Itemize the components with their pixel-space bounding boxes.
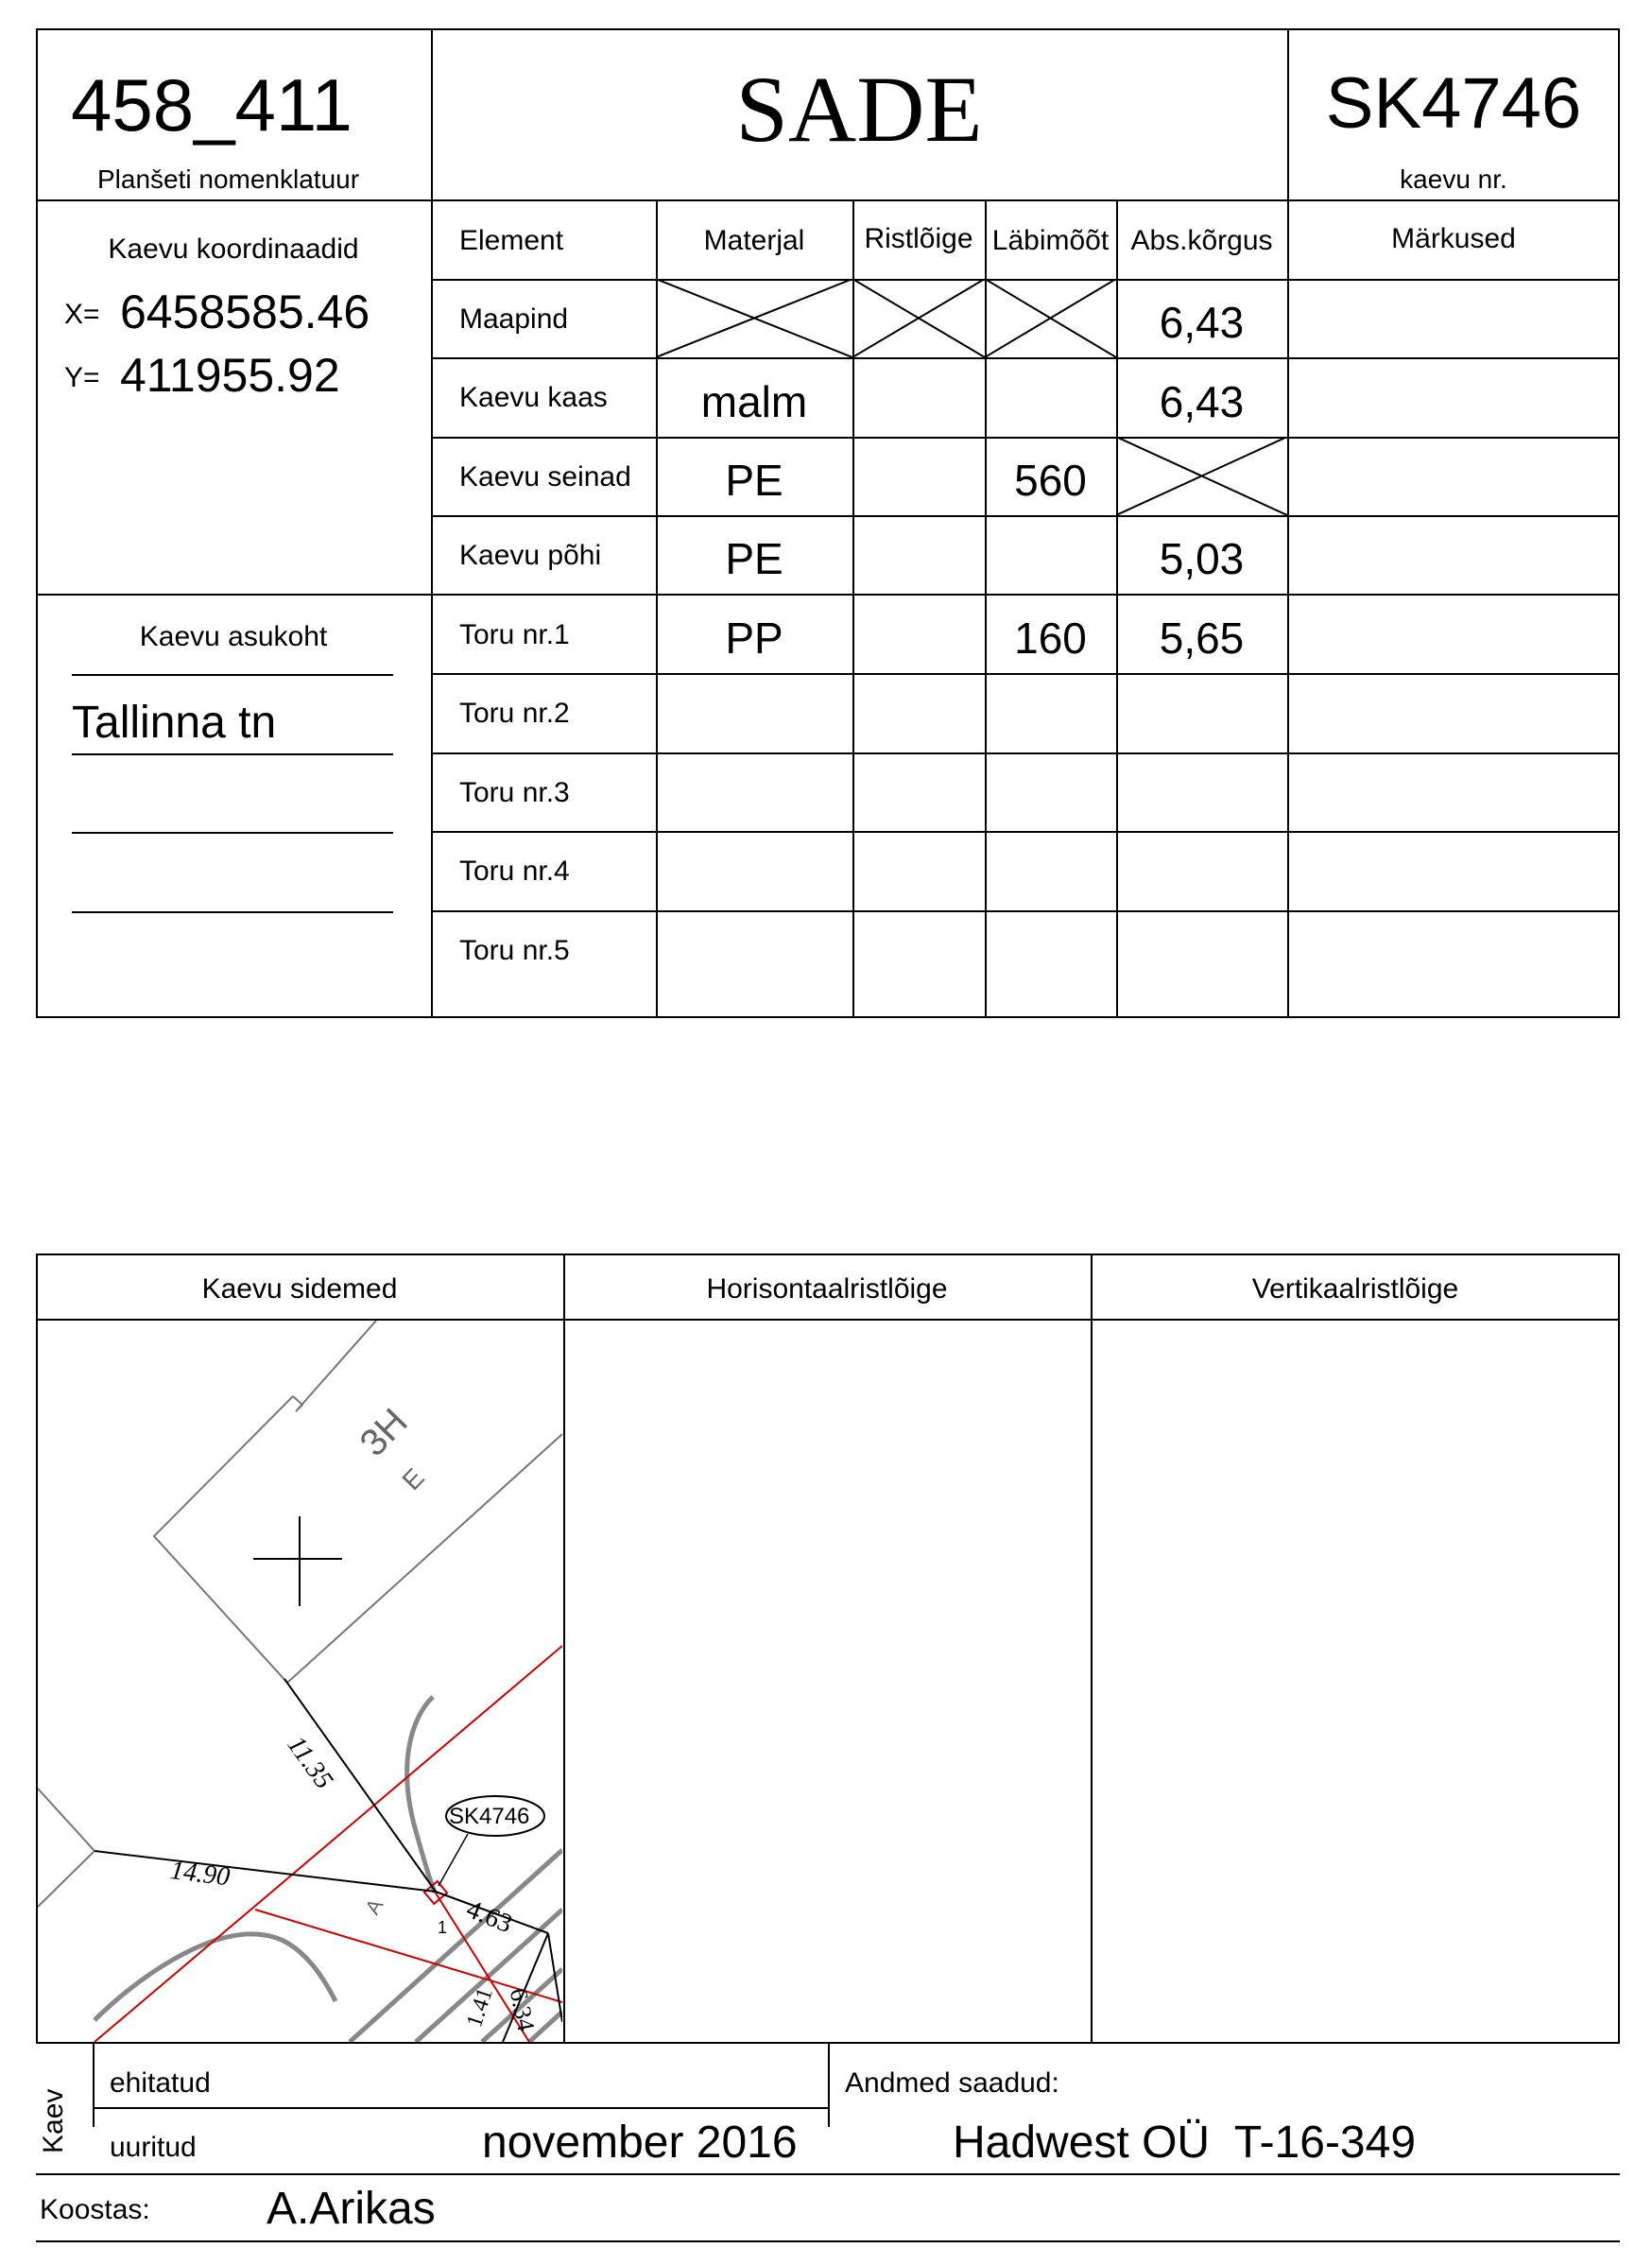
survey-date: november 2016: [482, 2118, 798, 2168]
y-value: 411955.92: [120, 349, 340, 402]
footer-side-divider: [93, 2042, 95, 2127]
table-row-line: [431, 831, 1620, 833]
row-element-label: Toru nr.5: [459, 935, 570, 966]
table-row-line: [431, 515, 1620, 517]
well-number: SK4746: [1325, 63, 1582, 144]
map-well-tag: SK4746: [449, 1804, 530, 1829]
left-structure: [38, 1789, 95, 1907]
table-row-line: [431, 357, 1620, 359]
nomenclature-label: Planšeti nomenklatuur: [97, 164, 360, 194]
row-element-label: Toru nr.3: [459, 777, 570, 808]
left-panel-divider: [36, 594, 431, 596]
building-notch: [293, 1321, 376, 1411]
well-tag-leader: [439, 1834, 468, 1886]
location-line-2: [72, 753, 393, 755]
row-element-label: Kaevu põhi: [459, 540, 602, 571]
drawings-col-divider: [1091, 1254, 1093, 2044]
footer-mid-divider: [828, 2042, 830, 2127]
row-element-label: Maapind: [459, 303, 569, 335]
col-header-diameter: Läbimõõt: [991, 225, 1110, 256]
location-line-1: [72, 674, 393, 676]
tie-line: [281, 1679, 436, 1892]
row-material: PE: [725, 456, 783, 505]
row-material: PE: [725, 534, 783, 583]
row-diameter: 160: [1014, 614, 1087, 663]
row-abs-height: 6,43: [1159, 377, 1245, 426]
col-header-material: Materjal: [703, 225, 805, 256]
row-abs-height: 5,65: [1159, 614, 1245, 663]
horizontal-section-title: Horisontaalristlõige: [706, 1273, 948, 1305]
tie-line: [95, 1851, 436, 1892]
network-type-title: SADE: [735, 57, 983, 162]
author-name: A.Arikas: [267, 2184, 436, 2234]
author-label: Koostas:: [40, 2194, 150, 2225]
coordinates-label: Kaevu koordinaadid: [108, 233, 359, 265]
row-element-label: Kaevu seinad: [459, 461, 631, 493]
data-source-label: Andmed saadud:: [845, 2067, 1059, 2099]
table-row-line: [431, 673, 1620, 675]
built-label: ehitatud: [110, 2067, 211, 2099]
row-element-label: Toru nr.1: [459, 619, 570, 650]
col-header-abs-height: Abs.kõrgus: [1130, 225, 1273, 256]
well-number-label: kaevu nr.: [1400, 164, 1507, 194]
row-element-label: Toru nr.2: [459, 698, 570, 729]
row-material: malm: [700, 377, 808, 426]
data-source: Hadwest OÜ T-16-349: [953, 2118, 1417, 2168]
na-cell-cross: [985, 279, 1116, 357]
col-header-cross-section: Ristlõige: [864, 223, 973, 254]
na-cell-cross: [852, 279, 985, 357]
x-label: X=: [64, 299, 100, 330]
na-cell-cross: [1116, 437, 1287, 515]
sidemed-title: Kaevu sidemed: [201, 1273, 398, 1305]
well-site-map: [38, 1321, 562, 2042]
map-distance-label: 11.35: [281, 1730, 339, 1795]
author-underline: [36, 2240, 1620, 2242]
map-distance-label: 1.41: [462, 1984, 498, 2031]
map-mark-a: A: [360, 1894, 388, 1919]
row-element-label: Kaevu kaas: [459, 382, 608, 413]
map-distance-label: 6.34: [504, 1985, 541, 2034]
col-header-element: Element: [459, 225, 564, 256]
x-value: 6458585.46: [120, 285, 370, 338]
row-material: PP: [725, 614, 783, 663]
footer-bottom-line: [36, 2173, 1620, 2175]
map-distance-label: 14.90: [168, 1856, 232, 1893]
row-element-label: Toru nr.4: [459, 856, 570, 887]
header-left-divider: [431, 28, 433, 1018]
footer-row-divider: [93, 2107, 828, 2109]
drawings-col-divider: [563, 1254, 565, 2044]
map-building-sub: E: [396, 1462, 430, 1496]
location-label: Kaevu asukoht: [139, 621, 328, 652]
row-abs-height: 5,03: [1159, 534, 1245, 583]
map-building-code: 3H: [352, 1400, 416, 1465]
location-value-1: Tallinna tn: [72, 698, 277, 748]
vertical-section-title: Vertikaalristlõige: [1251, 1273, 1459, 1305]
nomenclature-value: 458_411: [71, 63, 353, 147]
curb-arc: [407, 1697, 435, 1893]
table-row-line: [431, 437, 1620, 439]
y-label: Y=: [64, 362, 100, 393]
map-distance-label: 4.63: [462, 1894, 517, 1940]
table-row-line: [431, 752, 1620, 754]
map-mark-1: 1: [438, 1918, 448, 1937]
na-cell-cross: [656, 279, 852, 357]
row-abs-height: 6,43: [1159, 298, 1245, 347]
surveyed-label: uuritud: [110, 2132, 197, 2163]
col-header-notes: Märkused: [1391, 223, 1516, 254]
row-diameter: 560: [1014, 456, 1087, 505]
table-row-line: [431, 594, 1620, 596]
curb-arc: [95, 1934, 336, 2020]
location-line-4: [72, 911, 393, 913]
table-row-line: [431, 910, 1620, 912]
header-divider: [36, 199, 1620, 201]
location-line-3: [72, 832, 393, 834]
footer-side-label: Kaev: [38, 2088, 69, 2153]
